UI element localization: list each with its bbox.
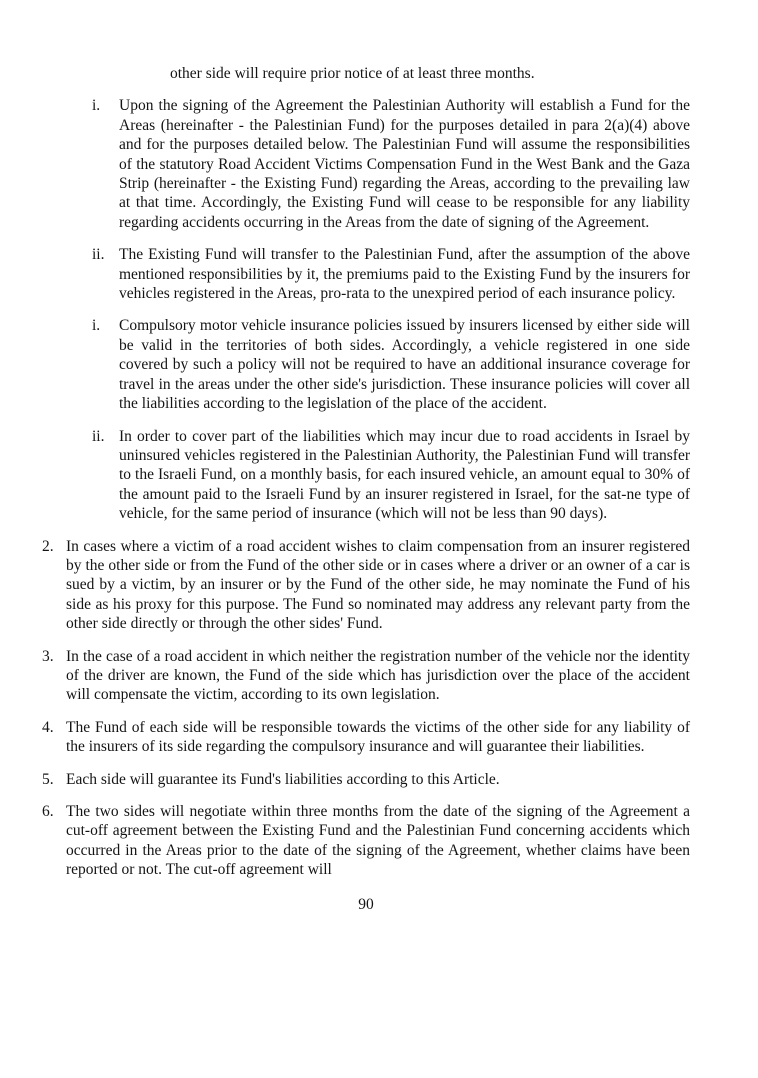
list-text: In the case of a road accident in which neither the registration number of the vehicle nor the identity of the driver are known, the Fund of the side which has jurisdiction over the place of the accident will compensate the victim, according to its own legislation. <box>66 647 690 704</box>
list-text: In cases where a victim of a road accident wishes to claim compensation from an insurer registered by the other side or from the Fund of the other side or in cases where a driver or an owner of a car is sued by a victim, by an insurer or by the Fund of the other side, he may nominate the Fund of his side as his proxy for this purpose. The Fund so nominated may address any relevant party from the other side directly or through the other sides' Fund. <box>66 537 690 633</box>
list-marker: 4. <box>42 718 54 736</box>
list-item-b-i <box>92 316 690 413</box>
list-item-5 <box>42 770 690 789</box>
list-marker: 6. <box>42 803 54 820</box>
list-item-a-ii <box>92 245 690 303</box>
list-marker: 3. <box>42 647 54 665</box>
list-text: The Existing Fund will transfer to the Palestinian Fund, after the assumption of the above mentioned responsibilities by it, the premiums paid to the Existing Fund by the insurers for vehicles registered in the Areas, pro-rata to the unexpired period of each insurance policy. <box>119 246 690 303</box>
list-item-6 <box>42 802 690 880</box>
list-item-4 <box>42 718 690 757</box>
list-item-2 <box>42 537 690 634</box>
list-item-3 <box>42 647 690 705</box>
list-item-b-ii <box>92 427 690 524</box>
list-text: Upon the signing of the Agreement the Palestinian Authority will establish a Fund for the Areas (hereinafter - the Palestinian Fund) for the purposes detailed in para 2(a)(4) above and for the purposes detailed below. The Palestinian Fund will assume the responsibilities of the statutory Road Accident Victims Compensation Fund in the West Bank and the Gaza Strip (hereinafter - the Existing Fund) regarding the Areas, according to the prevailing law at that time. Accordingly, the Existing Fund will cease to be responsible for any liability regarding accidents occurring in the Areas from the date of signing of the Agreement. <box>119 97 690 231</box>
list-marker: i. <box>92 97 101 115</box>
list-marker: 5. <box>42 770 54 788</box>
page-number: 90 <box>358 895 374 913</box>
list-text: Each side will guarantee its Fund's liabilities according to this Article. <box>66 770 500 788</box>
list-text: Compulsory motor vehicle insurance policies issued by insurers licensed by either side will be valid in the territories of both sides. Accordingly, a vehicle registered in one side covered by such a policy will not be required to have an additional insurance coverage for travel in the areas under the other side's jurisdiction. These insurance policies will cover all the liabilities according to the legislation of the place of the accident. <box>119 317 690 413</box>
list-marker: ii. <box>92 246 105 264</box>
list-text: In order to cover part of the liabilities which may incur due to road accidents in Israel by uninsured vehicles registered in the Palestinian Authority, the Palestinian Fund will transfer to the Israeli Fund, on a monthly basis, for each insured vehicle, an amount equal to 30% of the amount paid to the Israeli Fund by an insurer registered in Israel, for the sat-ne type of vehicle, for the same period of insurance (which will not be less than 90 days). <box>119 427 690 523</box>
list-text: The Fund of each side will be responsible towards the victims of the other side for any liability of the insurers of its side regarding the compulsory insurance and will guarantee their liabilities. <box>66 718 690 756</box>
list-marker: 2. <box>42 537 54 555</box>
list-marker: ii. <box>92 427 105 445</box>
list-text: The two sides will negotiate within three months from the date of the signing of the Agreement a cut-off agreement between the Existing Fund and the Palestinian Fund concerning accidents which occurred in the Areas prior to the date of the signing of the Agreement, whether claims have been reported or not. The cut-off agreement will <box>66 803 690 879</box>
continuation-line: other side will require prior notice of at least three months. <box>170 65 535 82</box>
list-marker: i. <box>92 317 101 335</box>
list-item-a-i <box>92 96 690 232</box>
